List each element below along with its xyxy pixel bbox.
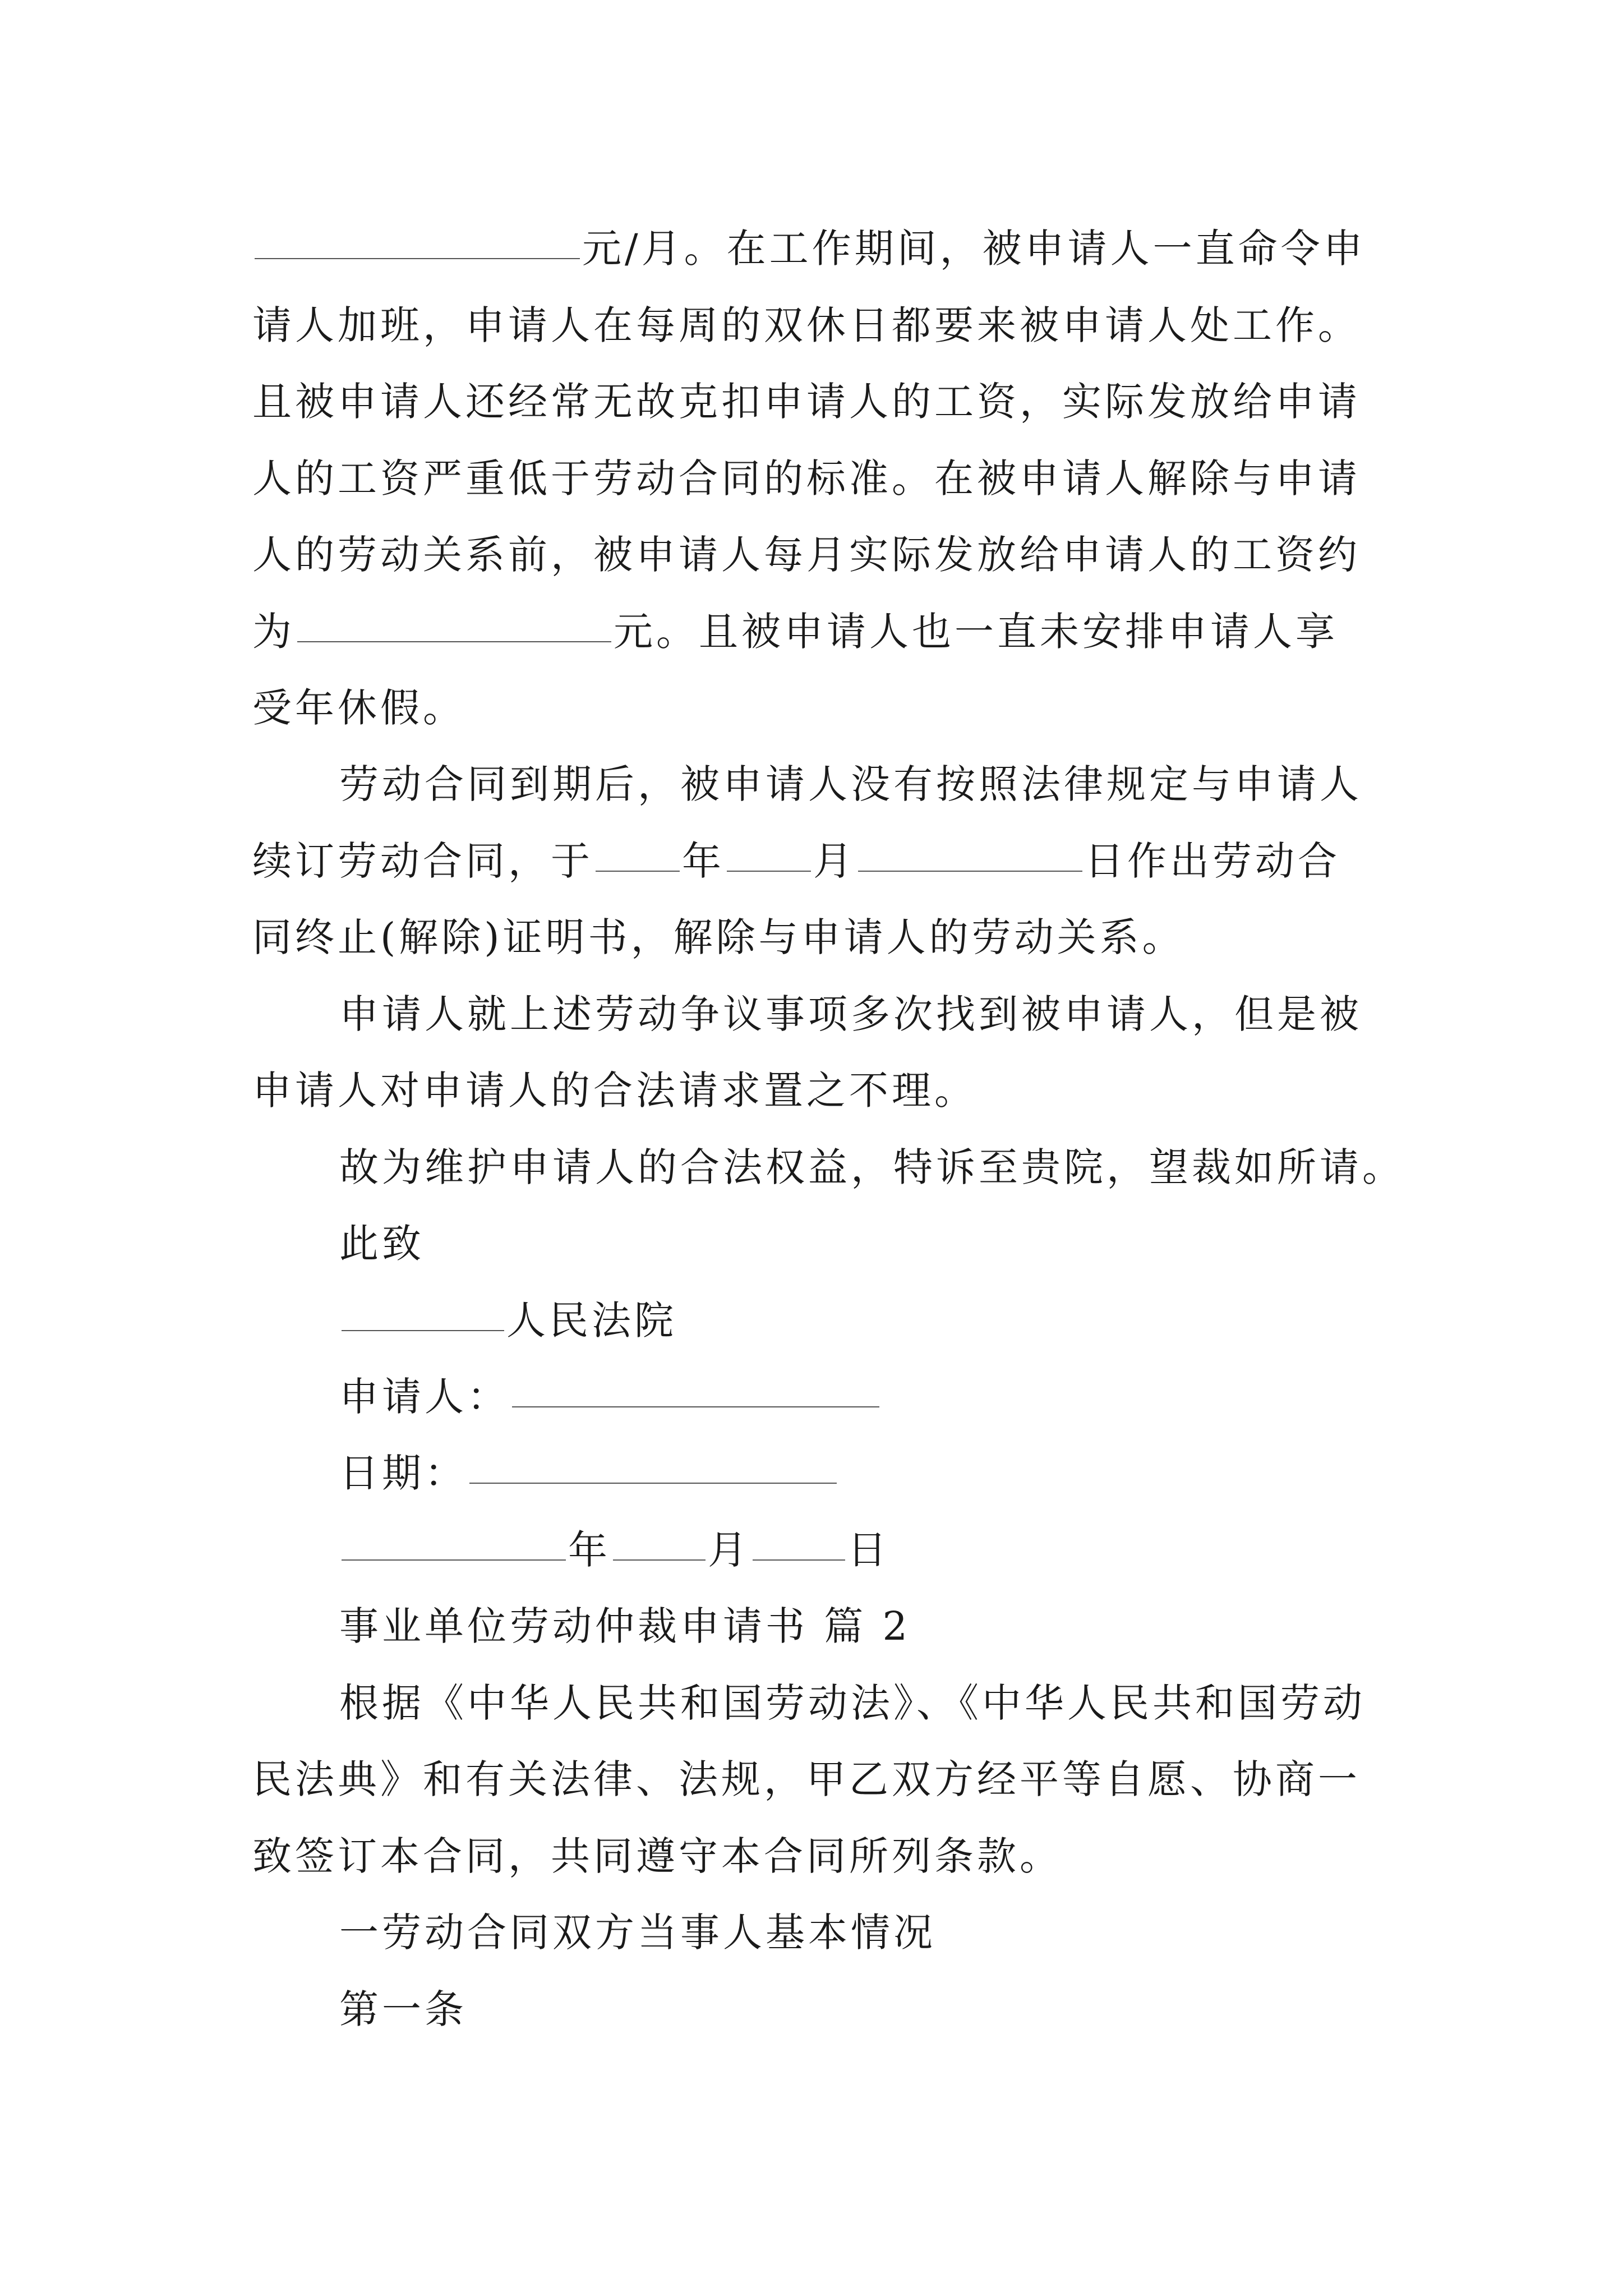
blank-field-actual-wage (297, 606, 611, 642)
text-line: 故为维护申请人的合法权益，特诉至贵院，望裁如所请。 (339, 1144, 1405, 1190)
blank-field-salary (255, 223, 580, 259)
blank-field-year (596, 836, 680, 872)
blank-field-month (727, 836, 811, 872)
text-line: 人的劳动关系前，被申请人每月实际发放给申请人的工资约 (252, 532, 1361, 578)
text-fragment: 元/月。在工作期间，被申请人一直命令申 (582, 226, 1366, 272)
applicant-label: 申请人： (339, 1374, 510, 1420)
text-fragment: 为 (252, 609, 295, 655)
section-title: 事业单位劳动仲裁申请书 篇 2 (339, 1603, 911, 1649)
text-line: 致签订本合同，共同遵守本合同所列条款。 (252, 1833, 1062, 1879)
date-fill-line (339, 1525, 890, 1575)
blank-field-court (342, 1295, 504, 1331)
text-line: 同终止(解除)证明书，解除与申请人的劳动关系。 (252, 914, 1185, 960)
blank-field-year (342, 1525, 566, 1561)
blank-field-date (469, 1448, 837, 1484)
text-line: 根据《中华人民共和国劳动法》、《中华人民共和国劳动 (339, 1680, 1366, 1726)
text-line: 申请人对申请人的合法请求置之不理。 (252, 1068, 977, 1114)
day-label: 日 (847, 1527, 890, 1573)
text-fragment: 年 (682, 838, 725, 884)
text-fragment: 续订劳动合同，于 (252, 838, 593, 884)
text-line: 受年休假。 (252, 685, 465, 731)
text-line (252, 223, 1366, 274)
text-line: 劳动合同到期后，被申请人没有按照法律规定与申请人 (339, 761, 1362, 807)
blank-field-day (753, 1525, 845, 1561)
year-label: 年 (568, 1527, 611, 1573)
text-line: 且被申请人还经常无故克扣申请人的工资，实际发放给申请 (252, 379, 1361, 425)
salutation: 此致 (339, 1221, 425, 1267)
section-heading: 一劳动合同双方当事人基本情况 (339, 1910, 936, 1955)
blank-field-day (858, 836, 1082, 872)
date-line (339, 1448, 839, 1498)
text-fragment: 元。且被申请人也一直未安排申请人享 (614, 609, 1338, 655)
text-fragment: 日作出劳动合 (1085, 838, 1340, 884)
court-label: 人民法院 (506, 1297, 677, 1343)
blank-field-month (613, 1525, 706, 1561)
blank-field-applicant (512, 1372, 879, 1407)
month-label: 月 (708, 1527, 750, 1573)
text-fragment: 月 (813, 838, 856, 884)
article-heading: 第一条 (339, 1986, 467, 2032)
text-line (252, 606, 1338, 657)
applicant-line (339, 1372, 882, 1422)
court-line (339, 1295, 677, 1346)
text-line: 民法典》和有关法律、法规，甲乙双方经平等自愿、协商一 (252, 1756, 1361, 1802)
text-line: 申请人就上述劳动争议事项多次找到被申请人，但是被 (339, 991, 1362, 1037)
date-label: 日期： (339, 1450, 467, 1496)
text-line: 人的工资严重低于劳动合同的标准。在被申请人解除与申请 (252, 455, 1361, 501)
text-line: 请人加班，申请人在每周的双休日都要来被申请人处工作。 (252, 302, 1361, 348)
text-line (252, 836, 1340, 886)
